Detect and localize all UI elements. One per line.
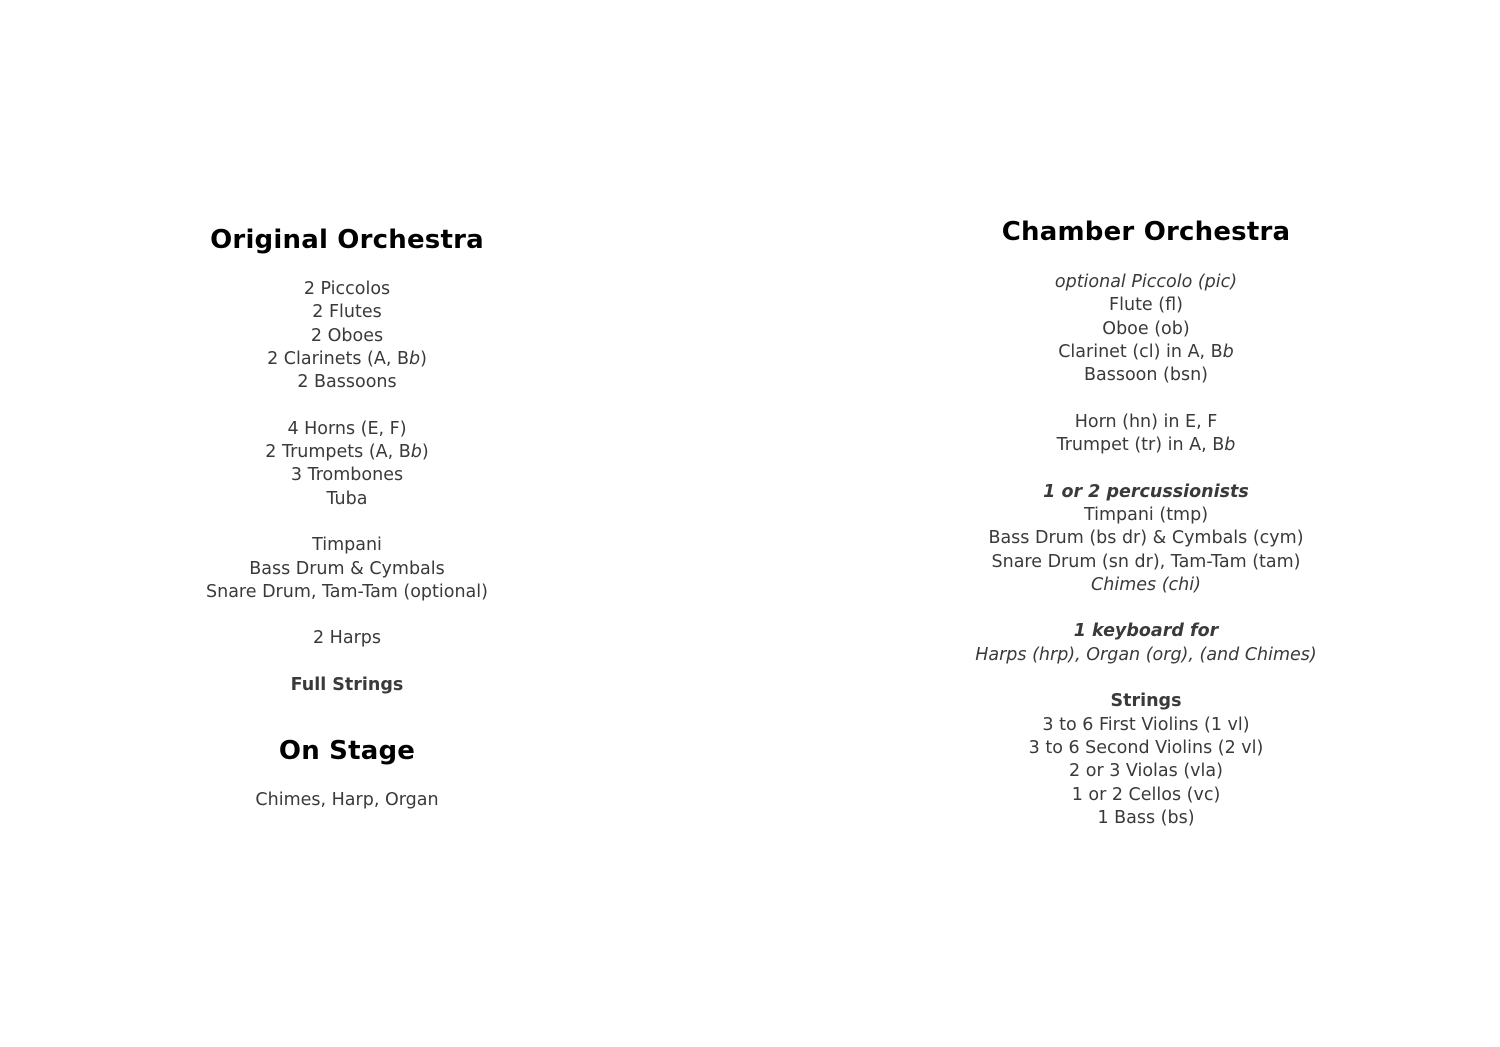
list-item: Timpani (tmp) — [1083, 504, 1209, 525]
chamber-orchestra-title: Chamber Orchestra — [1001, 217, 1291, 247]
chamber-instrument-list — [896, 271, 1396, 830]
original-orchestra-title: Original Orchestra — [210, 225, 484, 255]
spacer — [896, 457, 1396, 480]
list-item: optional Piccolo (pic) — [1054, 272, 1238, 292]
list-item: 2 or 3 Violas (vla) — [1069, 761, 1223, 782]
clarinets-suffix: ) — [420, 348, 427, 369]
spacer — [896, 667, 1396, 690]
list-item: Snare Drum (sn dr), Tam-Tam (tam) — [991, 551, 1301, 572]
trumpet-text: Trumpet (tr) in A, B — [1056, 435, 1225, 456]
flat-sign: b — [1222, 341, 1234, 362]
list-item: 2 Bassoons — [297, 372, 397, 393]
strings-heading: Strings — [1110, 691, 1182, 712]
list-item: 3 to 6 First Violins (1 vl) — [1042, 714, 1250, 735]
list-item: Tuba — [326, 488, 368, 509]
list-item: Bassoon (bsn) — [1083, 365, 1208, 386]
spacer — [97, 394, 597, 417]
trumpets-text: 2 Trumpets (A, B — [265, 442, 411, 463]
list-item — [896, 434, 1396, 457]
keyboard-heading: 1 keyboard for — [1073, 621, 1219, 642]
flat-sign: b — [410, 442, 422, 463]
on-stage-title: On Stage — [278, 736, 416, 767]
original-orchestra-column — [97, 222, 597, 813]
list-item: 2 Oboes — [310, 325, 384, 346]
percussion-heading: 1 or 2 percussionists — [1043, 481, 1249, 502]
list-item: 2 Piccolos — [303, 279, 391, 299]
list-item: Flute (fl) — [1109, 295, 1183, 316]
clarinets-text: 2 Clarinets (A, B — [267, 348, 409, 369]
spacer — [896, 387, 1396, 410]
list-item: 1 Bass (bs) — [1097, 807, 1195, 828]
list-item: 3 to 6 Second Violins (2 vl) — [1028, 737, 1264, 758]
list-item: Bass Drum (bs dr) & Cymbals (cym) — [988, 528, 1304, 549]
list-item: Snare Drum, Tam-Tam (optional) — [206, 581, 488, 602]
list-item: 2 Harps — [312, 628, 381, 649]
list-item: Oboe (ob) — [1102, 318, 1190, 339]
list-item: 1 or 2 Cellos (vc) — [1071, 784, 1221, 805]
spacer — [97, 604, 597, 627]
list-item: 3 Trombones — [290, 465, 404, 486]
flat-sign: b — [408, 348, 421, 369]
spacer — [97, 511, 597, 534]
flat-sign: b — [1224, 435, 1236, 456]
trumpets-suffix: ) — [421, 442, 429, 463]
list-item — [97, 348, 597, 371]
spacer — [896, 597, 1396, 620]
clarinet-text: Clarinet (cl) in A, B — [1058, 341, 1223, 362]
spacer — [97, 651, 597, 674]
list-item — [896, 341, 1396, 364]
list-item: Chimes, Harp, Organ — [255, 790, 439, 811]
list-item: Harps (hrp), Organ (org), (and Chimes) — [975, 644, 1317, 665]
list-item — [97, 441, 597, 464]
chamber-orchestra-column — [896, 214, 1396, 830]
list-item: Chimes (chi) — [1091, 574, 1201, 595]
list-item: Bass Drum & Cymbals — [249, 558, 445, 579]
on-stage-list — [97, 789, 597, 812]
list-item: 2 Flutes — [312, 302, 382, 323]
original-instrument-list — [97, 278, 597, 697]
list-item: 4 Horns (E, F) — [287, 418, 407, 439]
list-item: Timpani — [312, 535, 382, 556]
list-item: Horn (hn) in E, F — [1074, 411, 1218, 432]
full-strings-label: Full Strings — [290, 675, 404, 696]
